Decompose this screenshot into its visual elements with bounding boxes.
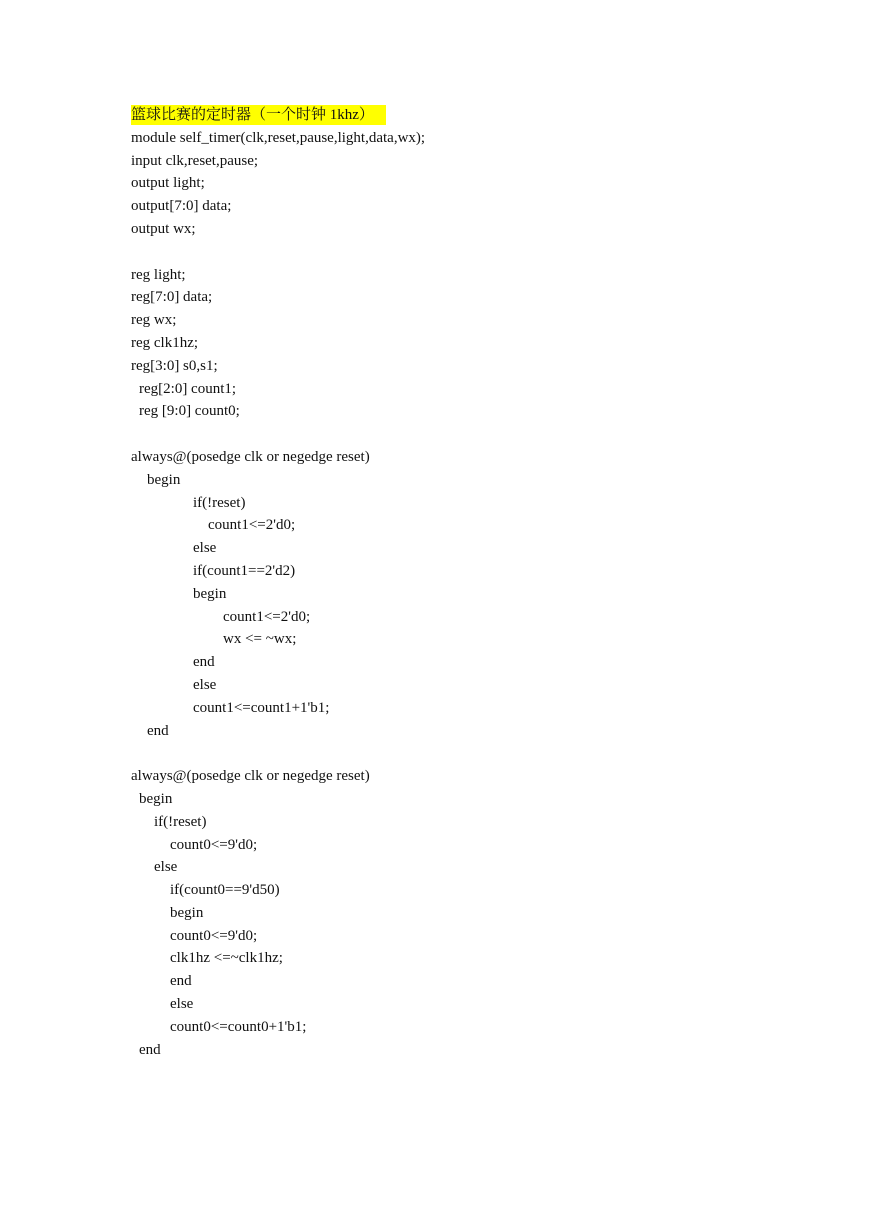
code-line: if(!reset) (154, 813, 207, 830)
code-line: always@(posedge clk or negedge reset) (131, 448, 370, 465)
code-line: output light; (131, 175, 205, 192)
blank-line (131, 241, 425, 264)
code-line: begin (170, 904, 204, 921)
code-line: end (147, 722, 169, 739)
code-line: reg light; (131, 266, 186, 283)
code-line: count0<=9'd0; (170, 836, 258, 853)
code-line: input clk,reset,pause; (131, 152, 259, 169)
code-line: clk1hz <=~clk1hz; (170, 950, 283, 967)
code-line: end (139, 1041, 161, 1058)
code-line: reg[3:0] s0,s1; (131, 357, 218, 374)
code-line: reg[2:0] count1; (139, 380, 237, 397)
code-line: output[7:0] data; (131, 198, 232, 215)
blank-line (131, 423, 425, 446)
code-line: begin (193, 585, 227, 602)
code-line: begin (139, 790, 173, 807)
code-line: if(count1==2'd2) (193, 562, 296, 579)
code-line: wx <= ~wx; (223, 631, 297, 648)
code-line: begin (147, 471, 181, 488)
code-line: count0<=count0+1'b1; (170, 1018, 307, 1035)
code-line: reg[7:0] data; (131, 289, 213, 306)
code-line: module self_timer(clk,reset,pause,light,data,wx); (131, 129, 426, 146)
code-line: if(!reset) (193, 494, 246, 511)
code-line: output wx; (131, 220, 196, 237)
code-line: end (170, 973, 192, 990)
code-line: count1<=count1+1'b1; (193, 699, 330, 716)
code-line: else (193, 676, 217, 693)
code-line: count0<=9'd0; (170, 927, 258, 944)
code-line: count1<=2'd0; (223, 608, 311, 625)
code-line: else (193, 540, 217, 557)
code-line: else (170, 996, 194, 1013)
code-line: if(count0==9'd50) (170, 882, 280, 899)
code-line: reg [9:0] count0; (139, 403, 240, 420)
code-line: end (193, 654, 215, 671)
blank-line (131, 742, 425, 765)
document-title: 篮球比赛的定时器（一个时钟 1khz） (131, 105, 386, 125)
code-line: reg clk1hz; (131, 334, 199, 351)
code-listing (131, 104, 425, 1061)
code-line: else (154, 859, 178, 876)
document-title-line (131, 104, 425, 127)
code-line: always@(posedge clk or negedge reset) (131, 768, 370, 785)
code-line: reg wx; (131, 312, 177, 329)
code-line: count1<=2'd0; (208, 517, 296, 534)
